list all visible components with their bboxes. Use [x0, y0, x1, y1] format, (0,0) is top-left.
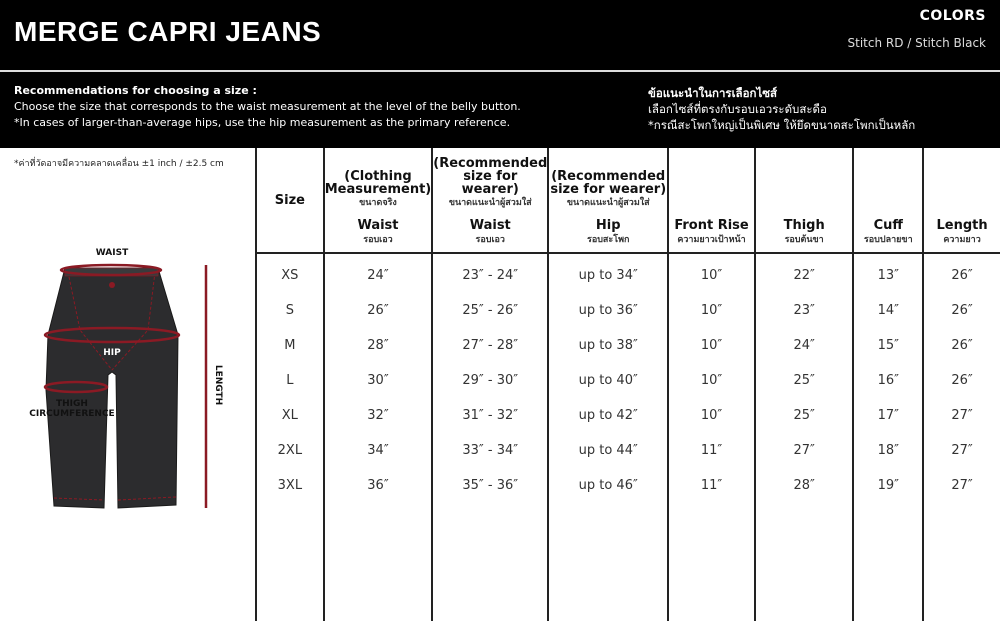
column-header-waist-recommended — [432, 148, 548, 253]
table-cell: 13″ — [853, 253, 923, 293]
table-header-row — [256, 148, 1000, 253]
table-row — [256, 398, 1000, 433]
table-cell: 15″ — [853, 328, 923, 363]
table-cell: 34″ — [324, 433, 433, 468]
table-cell: 30″ — [324, 363, 433, 398]
table-cell: 10″ — [668, 363, 755, 398]
table-cell: 36″ — [324, 468, 433, 503]
table-cell: 27″ - 28″ — [432, 328, 548, 363]
size-cell: M — [256, 328, 324, 363]
table-spacer-cell — [432, 503, 548, 621]
column-header-sub: รอบเอว — [363, 235, 393, 245]
table-cell: up to 40″ — [548, 363, 668, 398]
table-cell: 25″ — [755, 363, 854, 398]
table-cell: up to 36″ — [548, 293, 668, 328]
table-cell: 26″ — [324, 293, 433, 328]
column-header-top-th: ขนาดแนะนำผู้สวมใส่ — [566, 198, 650, 208]
recommendations-th-title: ข้อแนะนำในการเลือกไซส์ — [648, 86, 778, 100]
table-row — [256, 433, 1000, 468]
jeans-shape — [46, 268, 178, 508]
table-row — [256, 293, 1000, 328]
table-cell: 33″ - 34″ — [432, 433, 548, 468]
column-header-size: Size — [256, 148, 324, 253]
colors-value: Stitch RD / Stitch Black — [847, 36, 986, 50]
column-header-front-rise — [668, 148, 755, 253]
column-header-top: (Recommended — [551, 169, 666, 184]
table-cell: 27″ — [923, 433, 1000, 468]
hip-label: HIP — [103, 348, 121, 358]
table-spacer-cell — [668, 503, 755, 621]
recommendations-en-title: Recommendations for choosing a size : — [14, 84, 257, 97]
table-cell: 23″ — [755, 293, 854, 328]
column-header-top2: size for wearer) — [461, 169, 519, 197]
table-row — [256, 363, 1000, 398]
table-spacer-cell — [923, 503, 1000, 621]
table-row — [256, 253, 1000, 293]
size-chart-table — [255, 148, 1000, 621]
table-cell: 18″ — [853, 433, 923, 468]
table-cell: 35″ - 36″ — [432, 468, 548, 503]
table-cell: 26″ — [923, 328, 1000, 363]
table-cell: 23″ - 24″ — [432, 253, 548, 293]
table-cell: 14″ — [853, 293, 923, 328]
column-header-main: Front Rise — [674, 218, 749, 233]
table-cell: 17″ — [853, 398, 923, 433]
table-spacer-row — [256, 503, 1000, 621]
table-cell: up to 46″ — [548, 468, 668, 503]
column-header-sub: รอบสะโพก — [586, 235, 630, 245]
jeans-illustration — [20, 240, 240, 520]
table-cell: up to 38″ — [548, 328, 668, 363]
table-cell: 32″ — [324, 398, 433, 433]
button-icon — [109, 282, 115, 288]
column-header-top: (Recommended — [433, 156, 548, 171]
size-cell: 3XL — [256, 468, 324, 503]
column-header-sub: รอบต้นขา — [784, 235, 824, 245]
thigh-label: THIGH — [56, 399, 88, 409]
size-cell: XL — [256, 398, 324, 433]
header-divider — [0, 70, 1000, 72]
table-spacer-cell — [256, 503, 324, 621]
table-cell: 22″ — [755, 253, 854, 293]
column-header-cuff — [853, 148, 923, 253]
table-cell: 25″ — [755, 398, 854, 433]
table-cell: up to 42″ — [548, 398, 668, 433]
column-header-thigh — [755, 148, 854, 253]
recommendations-en — [14, 83, 614, 131]
table-spacer-cell — [755, 503, 854, 621]
table-cell: 25″ - 26″ — [432, 293, 548, 328]
recommendations-th-line2: *กรณีสะโพกใหญ่เป็นพิเศษ ให้ยึดขนาดสะโพกเป็นหลัก — [648, 118, 916, 132]
waist-label: WAIST — [95, 248, 129, 258]
column-header-sub: รอบปลายขา — [863, 235, 913, 245]
table-cell: 27″ — [755, 433, 854, 468]
column-header-main: Length — [936, 218, 988, 233]
table-row — [256, 328, 1000, 363]
column-header-length — [923, 148, 1000, 253]
table-cell: 10″ — [668, 328, 755, 363]
column-header-waist-clothing — [324, 148, 433, 253]
size-cell: 2XL — [256, 433, 324, 468]
table-cell: 10″ — [668, 398, 755, 433]
measurement-note: *ค่าที่วัดอาจมีความคลาดเคลื่อน ±1 inch / ±2.5 cm — [14, 159, 224, 169]
size-cell: L — [256, 363, 324, 398]
table-cell: 28″ — [324, 328, 433, 363]
table-cell: up to 44″ — [548, 433, 668, 468]
table-spacer-cell — [548, 503, 668, 621]
table-cell: 27″ — [923, 468, 1000, 503]
table-cell: 16″ — [853, 363, 923, 398]
table-cell: 31″ - 32″ — [432, 398, 548, 433]
table-cell: 10″ — [668, 253, 755, 293]
page-title: MERGE CAPRI JEANS — [14, 16, 322, 47]
colors-label: COLORS — [919, 8, 986, 24]
column-header-sub: ความยาว — [943, 235, 981, 245]
table-cell: 26″ — [923, 253, 1000, 293]
length-label: LENGTH — [213, 364, 223, 406]
table-cell: 26″ — [923, 293, 1000, 328]
table-spacer-cell — [324, 503, 433, 621]
column-header-hip-recommended — [548, 148, 668, 253]
table-cell: 28″ — [755, 468, 854, 503]
table-cell: up to 34″ — [548, 253, 668, 293]
table-row — [256, 468, 1000, 503]
column-header-main: Thigh — [783, 218, 825, 233]
table-cell: 26″ — [923, 363, 1000, 398]
column-header-main: Cuff — [873, 218, 903, 233]
table-spacer-cell — [853, 503, 923, 621]
column-header-top-th: ขนาดแนะนำผู้สวมใส่ — [448, 198, 532, 208]
column-header-main: Waist — [469, 218, 511, 233]
column-header-top2: Measurement) — [324, 182, 432, 197]
size-cell: XS — [256, 253, 324, 293]
column-header-sub: ความยาวเป้าหน้า — [677, 235, 746, 245]
thigh-circumference-label: CIRCUMFERENCE — [29, 409, 115, 419]
table-cell: 11″ — [668, 468, 755, 503]
header-banner — [0, 0, 1000, 148]
table-cell: 10″ — [668, 293, 755, 328]
table-cell: 24″ — [324, 253, 433, 293]
recommendations-en-line1: Choose the size that corresponds to the waist measurement at the level of the belly button. — [14, 100, 521, 113]
table-cell: 29″ - 30″ — [432, 363, 548, 398]
column-header-top: (Clothing — [344, 169, 412, 184]
table-cell: 27″ — [923, 398, 1000, 433]
table-cell: 19″ — [853, 468, 923, 503]
recommendations-th — [648, 85, 988, 133]
size-cell: S — [256, 293, 324, 328]
recommendations-th-line1: เลือกไซส์ที่ตรงกับรอบเอวระดับสะดือ — [648, 102, 827, 116]
column-header-sub: รอบเอว — [475, 235, 505, 245]
table-cell: 11″ — [668, 433, 755, 468]
column-header-top-th: ขนาดจริง — [359, 198, 397, 208]
recommendations-en-line2: *In cases of larger-than-average hips, use the hip measurement as the primary reference. — [14, 116, 511, 129]
column-header-main: Waist — [357, 218, 399, 233]
table-cell: 24″ — [755, 328, 854, 363]
column-header-top2: size for wearer) — [550, 182, 667, 197]
column-header-main: Hip — [595, 218, 621, 233]
